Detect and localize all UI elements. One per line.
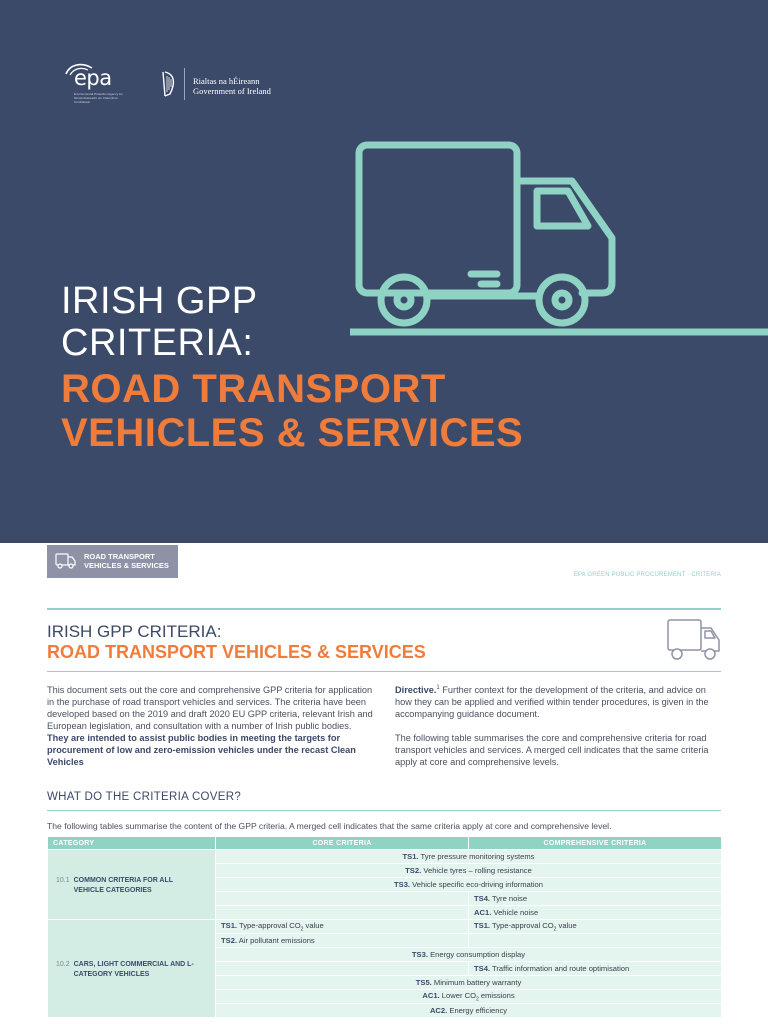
truck-illustration-icon — [350, 138, 768, 338]
merged-cell — [216, 976, 722, 990]
core-cell — [216, 906, 469, 920]
subscript: 2 — [553, 926, 557, 933]
criterion-text: Energy consumption display — [430, 950, 526, 959]
table-row — [48, 850, 722, 864]
criterion-code: TS1. — [474, 920, 491, 930]
intro-right-text-1: Further context for the development of the criteria, and advice on how they can be applied and verified within tender procedures, is given in the accompanying guidance document. — [395, 685, 709, 719]
criteria-cover-heading: WHAT DO THE CRITERIA COVER? — [47, 791, 242, 803]
table-header-row — [48, 837, 722, 850]
footnote-marker: 1 — [436, 684, 440, 691]
criterion-text: Tyre noise — [492, 894, 528, 903]
criterion-code: TS3. — [411, 950, 428, 959]
government-logo-text — [193, 76, 271, 96]
criterion-text-tail: emissions — [478, 990, 515, 1000]
criterion-code: AC1. — [474, 908, 492, 917]
comprehensive-cell — [469, 934, 722, 948]
comprehensive-cell — [469, 962, 722, 976]
category-num-cell — [56, 959, 74, 979]
category-name: CARS, LIGHT COMMERCIAL AND L-CATEGORY VEHICLES — [73, 960, 194, 978]
criterion-text: Tyre pressure monitoring systems — [420, 852, 535, 861]
cover-title-line-2: CRITERIA: — [61, 322, 254, 364]
truck-tab-icon — [55, 553, 77, 569]
gov-line-irish: Rialtas na hÉireann — [193, 76, 260, 86]
header-category: CATEGORY — [48, 837, 216, 850]
table-row — [48, 920, 722, 934]
criterion-code: TS4. — [474, 964, 491, 973]
section-rule — [47, 671, 721, 672]
core-cell — [216, 920, 469, 934]
category-cell — [48, 920, 216, 1018]
category-num-cell — [56, 875, 74, 895]
cover-title — [61, 280, 258, 364]
comprehensive-cell — [469, 892, 722, 906]
category-number: 10.1 — [56, 876, 70, 884]
criterion-text: Minimum battery warranty — [433, 978, 522, 987]
criterion-text: Type-approval CO — [492, 920, 554, 930]
comprehensive-cell — [469, 906, 722, 920]
criterion-text: Energy efficiency — [449, 1006, 508, 1015]
core-cell — [216, 892, 469, 906]
criterion-code: TS1. — [402, 852, 419, 861]
criterion-text: Traffic information and route optimisation — [492, 964, 630, 973]
section-title: IRISH GPP CRITERIA: — [47, 622, 222, 641]
criterion-text: Type-approval CO — [239, 920, 301, 930]
criterion-text: Vehicle noise — [493, 908, 539, 917]
criteria-cover-intro: The following tables summarise the content of the GPP criteria. A merged cell indicates that the same criteria apply at core and comprehensive level. — [47, 821, 612, 831]
merged-cell — [216, 990, 722, 1004]
comprehensive-cell — [469, 920, 722, 934]
intro-paragraph-right-2: The following table summarises the core and comprehensive criteria for road transport vehicles and services. A merged cell indicates that the same criteria apply at core and comprehensive levels. — [395, 733, 709, 767]
merged-cell — [216, 878, 722, 892]
criterion-text: Lower CO — [441, 990, 476, 1000]
cover-title-line-1: IRISH GPP — [61, 280, 258, 322]
gov-line-english: Government of Ireland — [193, 86, 271, 96]
intro-paragraph-right-1 — [395, 684, 721, 720]
criterion-text-tail: value — [303, 920, 324, 930]
intro-column-right — [395, 684, 721, 768]
criterion-text: Air pollutant emissions — [238, 936, 315, 945]
tab-label-line-1: ROAD TRANSPORT — [84, 552, 155, 561]
criterion-text: Vehicle specific eco-driving information — [412, 880, 543, 889]
running-header: EPA GREEN PUBLIC PROCUREMENT - CRITERIA — [573, 572, 721, 578]
logo-divider — [184, 68, 185, 100]
criterion-code: TS2. — [221, 936, 238, 945]
header-comprehensive: COMPREHENSIVE CRITERIA — [469, 837, 722, 850]
truck-section-icon — [666, 618, 722, 662]
header-core: CORE CRITERIA — [216, 837, 469, 850]
intro-column-left — [47, 684, 373, 768]
category-number: 10.2 — [56, 960, 70, 968]
epa-logo — [60, 62, 132, 102]
top-rule — [47, 608, 721, 610]
criterion-text-tail: value — [556, 920, 577, 930]
subscript: 2 — [300, 926, 304, 933]
merged-cell — [216, 948, 722, 962]
cover-subtitle — [61, 367, 523, 455]
cover-subtitle-line-2: VEHICLES & SERVICES — [61, 411, 524, 455]
category-name: COMMON CRITERIA FOR ALL VEHICLE CATEGORIES — [73, 876, 173, 894]
intro-left-bold: They are intended to assist public bodies in meeting the targets for procurement of low and zero-emission vehicles under the recast Clean Vehicles — [47, 733, 356, 767]
criteria-table — [47, 836, 722, 1018]
epa-logo-word: epa — [74, 66, 112, 90]
tab-label-line-2: VEHICLES & SERVICES — [84, 561, 169, 570]
criterion-code: TS1. — [221, 920, 238, 930]
criterion-code: TS3. — [393, 880, 411, 889]
intro-right-bold: Directive. — [395, 685, 437, 695]
criterion-code: TS5. — [415, 978, 432, 987]
merged-cell — [216, 850, 722, 864]
section-tab-label — [84, 552, 176, 570]
intro-paragraph-left — [47, 684, 373, 768]
category-name-cell — [74, 959, 204, 979]
category-cell — [48, 850, 216, 920]
criterion-code: AC2. — [429, 1006, 448, 1015]
section-subtitle: ROAD TRANSPORT VEHICLES & SERVICES — [47, 642, 426, 662]
criterion-code: TS2. — [405, 866, 422, 875]
criterion-text: Vehicle tyres – rolling resistance — [423, 866, 532, 875]
core-cell — [216, 934, 469, 948]
epa-logo-tagline: Environmental Protection Agency An Ghníomhaireacht um Chaomhnú Comhshaoil — [74, 92, 123, 104]
merged-cell — [216, 864, 722, 878]
cover-subtitle-line-1: ROAD TRANSPORT — [61, 367, 446, 411]
category-name-cell — [74, 875, 194, 895]
criterion-code: TS4. — [474, 894, 491, 903]
section-tab — [47, 545, 178, 578]
harp-icon — [160, 70, 178, 98]
merged-cell — [216, 1004, 722, 1018]
criterion-code: AC1. — [422, 990, 440, 1000]
criteria-cover-rule — [47, 810, 721, 811]
core-cell — [216, 962, 469, 976]
intro-left-text: This document sets out the core and comprehensive GPP criteria for application in the purchase of road transport vehicles and services. The criteria have been developed based on the 2019 and draft 2020 EU GPP criteria, relevant Irish and European legislation, and consultation with a number of Irish public bodies. — [47, 685, 373, 731]
subscript: 2 — [475, 996, 479, 1003]
